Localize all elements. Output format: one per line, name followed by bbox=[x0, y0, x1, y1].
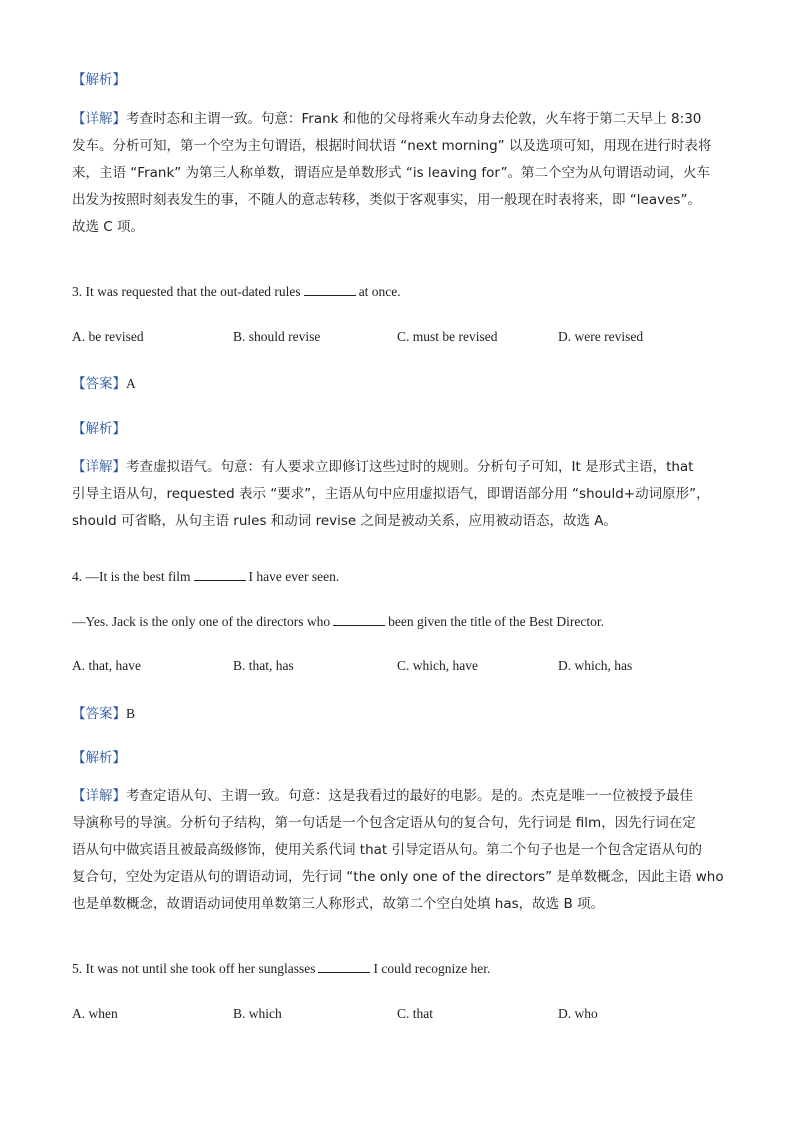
q3-option-a: A. be revised bbox=[72, 329, 144, 344]
answer-blank bbox=[333, 614, 385, 626]
q5-option-d: D. who bbox=[558, 1006, 598, 1021]
question-4-stem-2: —Yes. Jack is the only one of the directors who been given the title of the Best Director. bbox=[72, 614, 605, 629]
q4-option-b: B. that, has bbox=[233, 658, 294, 673]
q3-option-d: D. were revised bbox=[558, 329, 644, 344]
q4-option-c: C. which, have bbox=[397, 658, 478, 673]
question-4-stem-1: 4. —It is the best film I have ever seen. bbox=[72, 569, 340, 584]
q3-answer: 【答案】A bbox=[72, 376, 136, 392]
detail-label: 【详解】 bbox=[72, 111, 126, 127]
q4-option-d: D. which, has bbox=[558, 658, 633, 673]
q4-analysis-label: 【解析】 bbox=[72, 750, 126, 766]
answer-blank bbox=[304, 284, 356, 296]
q3-option-c: C. must be revised bbox=[397, 329, 498, 344]
answer-blank bbox=[194, 569, 246, 581]
analysis-label: 【解析】 bbox=[72, 72, 126, 88]
q5-option-c: C. that bbox=[397, 1006, 433, 1021]
detail-paragraph-3: 【详解】考查虚拟语气。句意：有人要求立即修订这些过时的规则。分析句子可知，It 是形式主语，that 引导主语从句，requested 表示 “要求”，主语从句中应用虚拟语气，即谓语部分用 “should+动词原形”， should 可省略，从句主语 rules 和动词 revise 之间是被动关系，应用被动语态，故选 A。 bbox=[72, 459, 710, 529]
answer-blank bbox=[318, 961, 370, 973]
detail-paragraph-4: 【详解】考查定语从句、主谓一致。句意：这是我看过的最好的电影。是的。杰克是唯一一位被授予最佳 导演称号的导演。分析句子结构，第一句话是一个包含定语从句的复合句，先行词是 film，因先行词在定 语从句中做宾语且被最高级修饰，使用关系代词 that 引导定语从句。第二个句子也是一个包含定语从句的 复合句，空处为定语从句的谓语动词，先行词 “the only one of the directors” 是单数概念，因此主语 who 也是单数概念，故谓语动词使用单数第三人称形式，故第二个空白处填 has，故选 B 项。 bbox=[72, 788, 724, 912]
detail-paragraph-1: 【详解】考查时态和主谓一致。句意：Frank 和他的父母将乘火车动身去伦敦，火车将于第二天早上 8:30 发车。分析可知，第一个空为主句谓语，根据时间状语 “next morning” 以及选项可知，用现在进行时表将 来，主语 “Frank” 为第三人称单数，谓语应是单数形式 “is leaving for”。第二个空为从句谓语动词，火车 出发为按照时刻表发生的事，不随人的意志转移，类似于客观事实，用一般现在时表将来，即 “leaves”。 故选 C 项。 bbox=[72, 111, 712, 235]
q4-option-a: A. that, have bbox=[72, 658, 141, 673]
q5-option-b: B. which bbox=[233, 1006, 282, 1021]
question-5-stem: 5. It was not until she took off her sunglasses I could recognize her. bbox=[72, 961, 491, 976]
question-3-stem: 3. It was requested that the out-dated rules at once. bbox=[72, 284, 401, 299]
q5-option-a: A. when bbox=[72, 1006, 118, 1021]
q3-option-b: B. should revise bbox=[233, 329, 321, 344]
q4-answer: 【答案】B bbox=[72, 706, 136, 722]
q3-analysis-label: 【解析】 bbox=[72, 421, 126, 437]
